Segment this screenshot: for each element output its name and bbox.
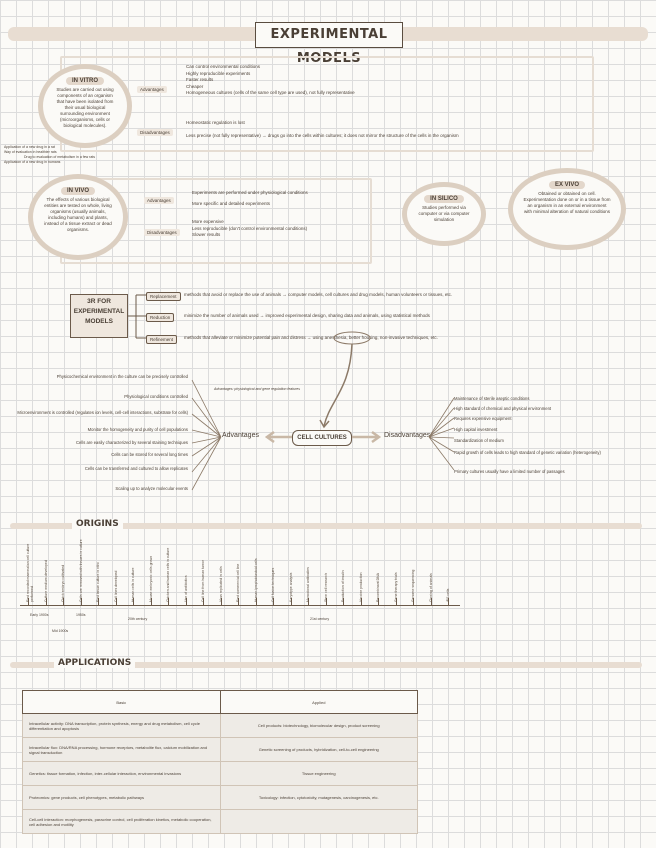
- era-4: 21st century: [310, 617, 330, 621]
- three-r-box: [70, 294, 128, 338]
- era-1: Mid 1900s: [52, 629, 69, 633]
- in-vitro-adv-0: Can control environmental conditions: [186, 64, 261, 69]
- origin-event: Production of insulin: [341, 570, 345, 602]
- application-basic-cell: Cell-cell interaction: morphogenesis, paracrine control, cell proliferation kinetics, metabolic cooperation, cell adhesion and motility: [23, 810, 221, 834]
- cc-adv-5: Cells can be stored for several long times: [111, 452, 188, 457]
- origin-event: Use of antibiotics: [183, 575, 188, 602]
- col-applied: Applied: [220, 691, 418, 714]
- application-row: [23, 738, 418, 762]
- origin-tick: [378, 598, 379, 605]
- cc-adv-7: Scaling up to analyze molecular events: [115, 486, 188, 491]
- note-3: Application of a new drug in humans: [4, 160, 61, 164]
- curve-connector: [300, 330, 380, 430]
- application-basic-cell: Intracellular flux: DNA/RNA processing, hormone receptors, metabolite flux, calcium mobilization and signal transduction: [23, 738, 221, 762]
- origin-tick: [343, 598, 344, 605]
- origin-event: Chick embryo cultivated: [61, 564, 65, 602]
- in-vivo-dis-list: [192, 219, 362, 239]
- application-applied-cell: [220, 810, 418, 834]
- in-vivo-adv-1: More specific and detailed experiments: [192, 200, 271, 206]
- origin-tick: [203, 598, 204, 605]
- in-silico-oval: [402, 182, 486, 246]
- side-notes: [4, 145, 114, 165]
- application-applied-cell: Tissue engineering: [220, 762, 418, 786]
- origin-tick: [238, 598, 239, 605]
- ex-vivo-heading: EX VIVO: [549, 181, 585, 189]
- origin-tick: [396, 598, 397, 605]
- ex-vivo-oval: [508, 168, 626, 250]
- cell-cultures-center: CELL CULTURES: [292, 430, 352, 446]
- in-vivo-adv-0: Experiments are performed under physiological conditions: [192, 190, 308, 195]
- cc-dis-4: Standardization of medium: [454, 438, 504, 443]
- cc-adv-4: Cells are easily characterized by several staining techniques: [76, 440, 188, 445]
- origin-event: Cell lines developed: [113, 570, 118, 602]
- applications-heading: APPLICATIONS: [54, 658, 135, 668]
- origin-tick: [116, 598, 117, 605]
- origin-tick: [63, 598, 64, 605]
- page-title: EXPERIMENTAL MODELS: [255, 22, 403, 48]
- origins-timeline: [20, 605, 460, 606]
- in-vitro-adv-4: Homogeneous cultures (cells of the same cell type are used), not fully representative: [186, 90, 355, 95]
- cc-adv-1: Physiological conditions controlled: [124, 394, 188, 399]
- in-vivo-oval: [28, 174, 128, 260]
- origin-tick: [256, 598, 257, 605]
- origin-tick: [431, 598, 432, 605]
- era-0: Early 1900s: [30, 613, 49, 617]
- cell-cultures-fan-right: [428, 394, 456, 478]
- origin-tick: [46, 598, 47, 605]
- origin-tick: [133, 598, 134, 605]
- origin-tick: [361, 598, 362, 605]
- origin-tick: [81, 598, 82, 605]
- three-r-connectors: [128, 290, 148, 345]
- applications-table: [22, 690, 418, 834]
- origin-tick: [98, 598, 99, 605]
- application-applied-cell: Toxicology: infection, cytotoxicity, mutagenesis, carcinogenesis, etc.: [220, 786, 418, 810]
- cell-cultures-adv-label: Advantages: [222, 432, 259, 439]
- in-vivo-adv-label: Advantages: [144, 197, 174, 204]
- origin-tick: [151, 598, 152, 605]
- application-row: [23, 810, 418, 834]
- three-r-label-1: Reduction: [146, 313, 174, 322]
- origin-event: Vaccine production: [358, 572, 363, 602]
- origin-event: Human lymphoblastoid cells: [253, 558, 258, 602]
- three-r-label-0: Replacement: [146, 292, 181, 301]
- in-silico-desc: Studies performed via computer or via computer simulation: [418, 205, 470, 222]
- in-vivo-adv-list: [192, 190, 362, 207]
- application-row: [23, 762, 418, 786]
- origin-event: Gene therapy trials: [393, 572, 398, 602]
- application-basic-cell: Intracellular activity: DNA transcription, protein synthesis, energy and drug metabolism, cell cycle differentiation and apoptosis: [23, 714, 221, 738]
- three-r-text-2: methods that alleviate or minimize potential pain and distress → using anesthesia, better housing, non-invasive techniques, etc.: [184, 335, 438, 340]
- era-2: 1950s: [76, 613, 86, 617]
- application-applied-cell: Cell products: biotechnology, biomolecular design, product screening: [220, 714, 418, 738]
- in-vivo-dis-label: Disadvantages: [144, 229, 180, 236]
- origin-tick: [448, 598, 449, 605]
- origin-tick: [291, 598, 292, 605]
- origin-event: Human cells in culture: [131, 567, 135, 602]
- cc-dis-3: High capital investment: [454, 427, 498, 432]
- origin-event: Karyotype analysis: [288, 572, 293, 602]
- application-basic-cell: Genetics: tissue formation, infection, inter-cellular interaction, environmental invasions: [23, 762, 221, 786]
- cc-dis-2: Requires expensive equipment: [454, 416, 512, 421]
- in-vitro-dis-1: Less precise (not fully representative) → drugs go into the cells within cultures; it does not mirror the structure of the cells in the organism: [186, 132, 459, 138]
- origin-tick: [273, 598, 274, 605]
- in-vitro-adv-list: [186, 64, 446, 97]
- note-2: Drug to evaluation of metabolism in a few rats: [24, 155, 96, 159]
- origins-heading: ORIGINS: [72, 519, 123, 529]
- cc-adv-0: Physicochemical environment in the culture can be precisely controlled: [56, 374, 188, 379]
- origin-event: Culture medium developed: [43, 560, 48, 602]
- application-basic-cell: Proteomics: gene products, cell phenotypes, metabolic pathways: [23, 786, 221, 810]
- three-r-text-1: minimize the number of animals used → improved experimental design, sharing data and animals, using statistical methods: [184, 313, 430, 318]
- in-vitro-adv-1: Highly reproducible experiments: [186, 70, 251, 76]
- in-vivo-heading: IN VIVO: [61, 187, 95, 195]
- note-0: Application of a new drug in a rat: [4, 145, 55, 149]
- origin-event: Virus replicated in cells: [218, 566, 223, 602]
- origin-event: Cells are removed with tissues in culture: [78, 539, 83, 602]
- in-vitro-oval: [38, 64, 132, 148]
- origin-event: Mouse embryonic cells grown: [148, 555, 153, 602]
- in-vitro-heading: IN VITRO: [66, 77, 104, 85]
- origin-event: Cell line from human tumor: [201, 559, 205, 602]
- cc-dis-6: Primary cultures usually have a limited number of passages: [454, 469, 565, 474]
- cell-cultures-annotation: Advantages: physiological and gene regulation features: [214, 387, 301, 391]
- origin-tick: [413, 598, 414, 605]
- cc-adv-2: Microenvironment is controlled (regulates ion levels, cell-cell interactions, substrate for cells): [17, 410, 188, 415]
- in-vitro-adv-label: Advantages: [137, 86, 167, 93]
- origin-event: Stem cell research: [323, 573, 328, 602]
- in-vitro-desc: Studies are carried out using components of an organism that have been isolated from their usual biological surrounding environment (microorganisms, cells or biological molecules).: [56, 87, 114, 128]
- in-vitro-adv-3: Cheaper: [186, 83, 204, 89]
- cc-adv-6: Cells can be transferred and cultured to allow replicates: [84, 466, 188, 471]
- origin-event: Monoclonal antibodies: [306, 567, 310, 602]
- origin-event: Chicken and human cells in culture: [166, 547, 170, 602]
- origin-tick: [326, 598, 327, 605]
- origin-event: First commercial cell line: [236, 563, 240, 602]
- origin-event: Recombinant DNA: [376, 573, 380, 602]
- cc-dis-5: Rapid growth of cells leads to high standard of genetic variation (heterogeneity): [454, 450, 601, 455]
- application-row: [23, 786, 418, 810]
- ex-vivo-desc: Obtained or obtained on cell. Experimentation done on or in a tissue from an organism in an external environment with minimal alteration of natural conditions: [523, 191, 611, 214]
- three-r-label-2: Refinement: [146, 335, 177, 344]
- origin-event: First recorded mammalian cell culture performed: [26, 543, 34, 602]
- in-vivo-desc: The effects of various biological entities are tested on whole, living organisms (usually animals, including humans) and plants, instead of a tissue extract or dead organisms.: [44, 197, 112, 232]
- origin-tick: [186, 598, 187, 605]
- note-1: Way of evaluation in healthier rats: [4, 150, 57, 154]
- cell-cultures-dis-label: Disadvantages: [384, 432, 431, 439]
- origin-event: First tissue culture in vitro: [96, 562, 100, 602]
- origin-tick: [168, 598, 169, 605]
- cc-adv-3: Monitor the homogeneity and purity of cell populations: [87, 427, 188, 432]
- era-3: 20th century: [128, 617, 148, 621]
- col-basic: Basic: [23, 691, 221, 714]
- three-r-heading: 3R FOR EXPERIMENTAL MODELS: [73, 298, 125, 325]
- in-vitro-dis-label: Disadvantages: [137, 129, 173, 136]
- in-vitro-adv-2: Faster results: [186, 77, 214, 82]
- origin-event: Cell fusion techniques: [271, 567, 275, 602]
- origin-event: Cloning of animals: [428, 573, 433, 602]
- origin-event: Genome sequencing: [411, 569, 415, 602]
- in-vivo-dis-0: More expensive: [192, 219, 224, 224]
- applications-rows: [23, 714, 418, 834]
- three-r-text-0: methods that avoid or replace the use of animals → computer models, cell cultures and drug models, human volunteers or tissues, etc.: [184, 292, 453, 297]
- cell-cultures-fan-left: [190, 370, 222, 500]
- in-vitro-dis-0: Homeostatic regulation is lost: [186, 120, 245, 125]
- origin-tick: [221, 598, 222, 605]
- cc-dis-0: Maintenance of sterile aseptic conditions: [454, 396, 530, 401]
- in-silico-heading: IN SILICO: [424, 195, 464, 203]
- origin-tick: [308, 598, 309, 605]
- in-vitro-dis-list: [186, 120, 586, 139]
- cell-cultures-arrows: [260, 428, 390, 448]
- application-row: [23, 714, 418, 738]
- application-applied-cell: Genetic screening of products, hybridization, cell-to-cell engineering: [220, 738, 418, 762]
- cc-dis-1: High standard of chemical and physical environment: [454, 406, 552, 411]
- origin-tick: [28, 598, 29, 605]
- origin-event: iPS cells: [446, 588, 450, 602]
- in-vivo-dis-1: Less reproducible (don't control environmental conditions): [192, 225, 308, 231]
- in-vivo-dis-2: Slower results: [192, 232, 221, 237]
